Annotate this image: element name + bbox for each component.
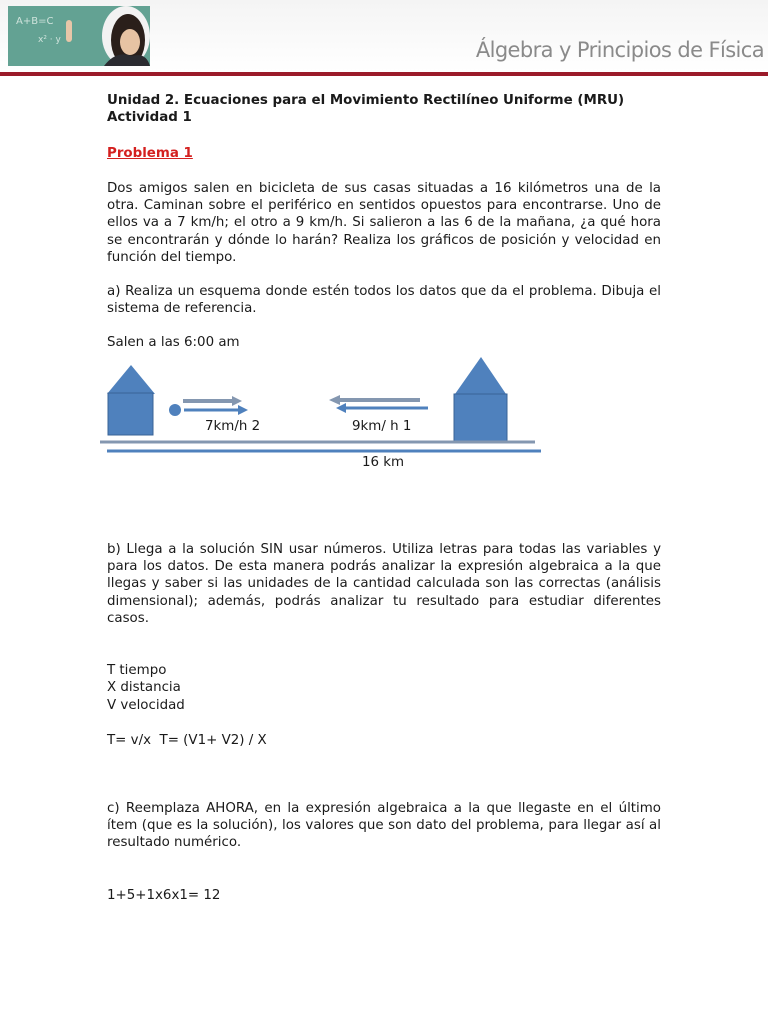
variable-item: X distancia xyxy=(107,680,181,696)
part-a-text: a) Realiza un esquema donde estén todos los datos que da el problema. Dibuja el sistema de referencia. xyxy=(107,284,661,317)
left-speed-label: 7km/h 2 xyxy=(205,419,261,434)
left-house-roof xyxy=(107,365,155,394)
problem-statement: Dos amigos salen en bicicleta de sus casas situadas a 16 kilómetros una de la otra. Caminan sobre el periférico en sentidos opuestos para encontrarse. Uno de ellos va a 7 km/h; el otro a 9 km/h. Si salieron a las 6 de la mañana, ¿a qué hora se encontrarán y dónde lo harán? Realiza los gráficos de posición y velocidad en función del tiempo. xyxy=(107,181,661,265)
variables-list xyxy=(107,662,661,714)
motion-diagram xyxy=(90,352,550,470)
svg-text:x² · y: x² · y xyxy=(38,35,61,45)
right-speed-label: 9km/ h 1 xyxy=(352,419,412,434)
problem-heading: Problema 1 xyxy=(107,146,193,161)
distance-label: 16 km xyxy=(362,455,405,470)
activity-title: Actividad 1 xyxy=(107,110,192,125)
right-house-roof xyxy=(455,357,506,394)
right-house xyxy=(454,394,507,441)
variable-item: V velocidad xyxy=(107,697,185,713)
svg-text:A+B=C: A+B=C xyxy=(16,16,54,27)
formula-text: T= v/x T= (V1+ V2) / X xyxy=(107,733,267,748)
header-banner xyxy=(0,0,768,72)
part-b-text: b) Llega a la solución SIN usar números. Utiliza letras para todas las variables y para los datos. De esta manera podrás analizar la expresión algebraica a la que llegas y saber si las unidades de la cantidad calculada son las correctas (análisis dimensional); además, podrás analizar tu resultado para estudiar diferentes casos. xyxy=(107,542,661,626)
header-divider xyxy=(0,72,768,76)
variable-item: T tiempo xyxy=(107,663,167,678)
unit-title: Unidad 2. Ecuaciones para el Movimiento Rectilíneo Uniforme (MRU) xyxy=(107,93,625,108)
cyclist-left-dot xyxy=(169,404,181,416)
left-house xyxy=(108,393,153,435)
start-time-text: Salen a las 6:00 am xyxy=(107,335,240,351)
header-photo xyxy=(8,6,150,66)
document-body xyxy=(107,92,661,352)
header-title: Álgebra y Principios de Física xyxy=(475,38,764,62)
part-c-text: c) Reemplaza AHORA, en la expresión algebraica a la que llegaste en el último ítem (que es la solución), los valores que son dato del problema, para llegar así al resultado numérico. xyxy=(107,801,661,851)
result-text: 1+5+1x6x1= 12 xyxy=(107,888,221,903)
